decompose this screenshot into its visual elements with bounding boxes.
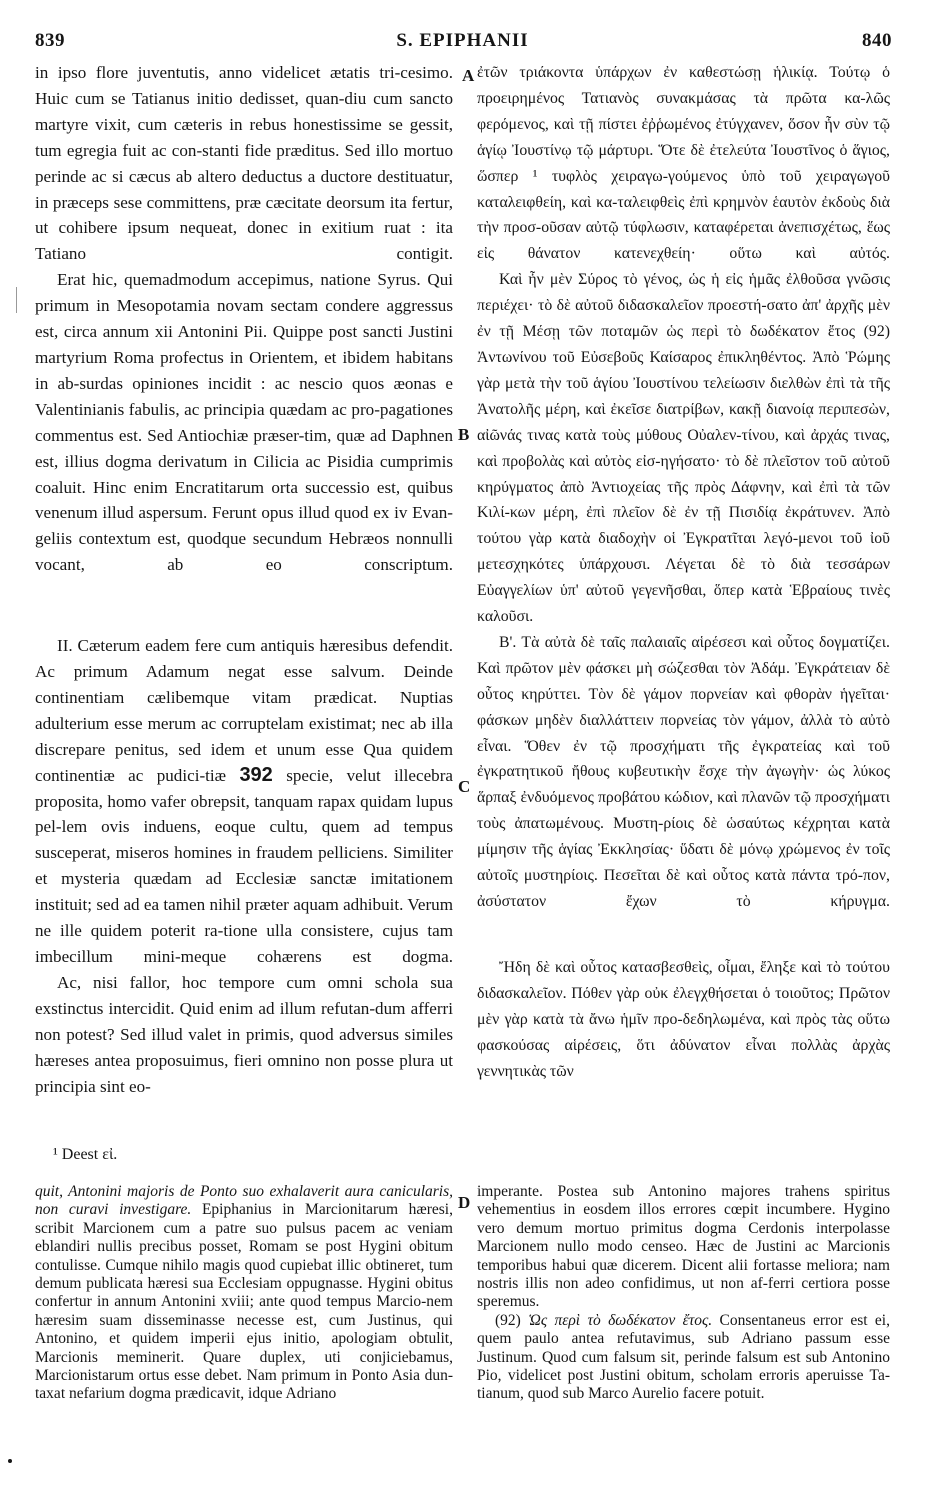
margin-tick bbox=[16, 287, 17, 313]
latin-column bbox=[35, 60, 453, 1099]
greek-paragraph-3: Β'. Τὰ αὐτὰ δὲ ταῖς παλαιαῖς αἱρέσεσι καὶ οὗτος δογματίζει. Καὶ πρῶτον μὲν φάσκει μὴ σώζεσθαι τὸν Ἀδάμ. Ἐγκράτειαν δὲ οὗτος κηρύττει. Τὸν δὲ γάμον πορνείαν καὶ φθορὰν ἡγεῖται· φάσκων μηδὲν διαλλάττειν πορνείας τὸν γάμον, ἀλλὰ τὸ αὐτὸ εἶναι. Ὅθεν ἐν τῷ προσχήματι τῆς ἐγκρατείας καὶ τοῦ ἐγκρατητικοῦ ἤθους κυβευτικὴν ἔσχε τὴν ἀγωγὴν· ὡς λύκος ἅρπαξ ἐνδυόμενος προβάτου κώδιον, καὶ πλανῶν τῷ προσχήματι τοὺς ἀπατωμένους. Μυστη-ρίοις δὲ ὡσαύτως κέχρηται κατὰ μίμησιν τῆς ἁγίας Ἐκκλησίας· ὕδατι δὲ μόνῳ χρώμενος ἐν τοῖς αὐτοῖς μυστηρίοις. Πεσεῖται δὲ καὶ οὗτος κατὰ πάντα τρό-πον, ἀσύστατον ἔχων τὸ κήρυγμα. bbox=[477, 633, 890, 910]
margin-mark-a: A bbox=[462, 66, 475, 85]
note-label: (92) bbox=[495, 1311, 521, 1329]
page-number-left: 839 bbox=[35, 30, 65, 51]
note-right-text: Consentaneus error est ei, quem paulo antea refutavimus, sub Adriano passum esse Justinum. Quod cum falsum sit, perinde falsum est sub Antonino Pio, videlicet post Justini obitum, scholam erroris aperuisse Ta-tianum, quod sub Marco Aurelio facere potuit. bbox=[477, 1311, 890, 1403]
note-left-text: Epiphanius in Marcionitarum hæresi, scribit Marcionem cum a patre suo pulsus pacem ac veniam eblandiri nullis precibus posset, Romam se post Hygini obitum contulisse. Cumque nihilo magis quod cupiebat illic obtineret, tum demum publicata hæresi sua Ecclesiam oppugnasse. Hygini obitus confertur in annum Antonini xviii; ante quod tempus Marcio-nem hæresim suam disseminasse necesse est, cum Justinus, qui Antonino, et quidem imperii ejus initio, apologiam obtulit, Marcionis meminerit. Quare duplex, uti conjiciebamus, Marcionistarum ortus esse debet. Nam primum in Ponto Asia dun-taxat nefarium dogma prædicavit, idque Adriano bbox=[35, 1201, 453, 1403]
greek-paragraph-2: Καὶ ἦν μὲν Σύρος τὸ γένος, ὡς ἡ εἰς ἡμᾶς ἐλθοῦσα γνῶσις περιέχει· τὸ δὲ αὐτοῦ διδασκαλεῖον προεστή-σατο ἀπ' ἀρχῆς μὲν ἐν τῇ Μέσῃ τῶν ποταμῶν ὡς περὶ τὸ δωδέκατον ἔτος (92) Ἀντωνίνου τοῦ Εὐσεβοῦς Καίσαρος ἐπικληθέντος. Ἀπὸ Ῥώμης γὰρ μετὰ τὴν τοῦ ἁγίου Ἰουστίνου τελείωσιν διελθὼν ἐπὶ τὰ τῆς Ἀνατολῆς μέρη, καὶ ἐκεῖσε διατρίβων, κακῇ διανοίᾳ περιπεσὼν, αἰῶνάς τινας κατὰ τοὺς μύθους Οὐαλεν-τίνου, καὶ ἀρχάς τινας, καὶ προβολὰς καὶ αὐτὸς εἰσ-ηγήσατο· τὸ δὲ πλεῖστον τοῦ αὐτοῦ κηρύγματος ἀπὸ Ἀντιοχείας τῆς πρὸς Δάφνην, καὶ ἐπὶ τὰ τῶν Κιλί-κων μέρη, ἐπὶ πλεῖον δὲ ἐν τῇ Πισιδίᾳ ἐκράτυνεν. Ἀπὸ τούτου γὰρ κατὰ διαδοχὴν οἱ Ἐγκρατῖται λεγό-μενοι τοῦ ἰοῦ μετεσχηκότες ὑπάρχουσι. Λέγεται δὲ τὸ διὰ τεσσάρων Εὐαγγελίων ὑπ' αὐτοῦ γεγενῆσθαι, ὅπερ κατὰ Ἑβραίους τινὲς καλοῦσι. bbox=[477, 271, 890, 626]
margin-mark-b: B bbox=[458, 425, 470, 444]
latin-paragraph-2: Erat hic, quemadmodum accepimus, natione Syrus. Qui primum in Mesopotamia novam sectam condere aggressus est, circa annum xii Antonini Pii. Quippe post sancti Justini martyrium Roma profectus in Orientem, et ibidem habitans in ab-surdas opiniones incidit : ac nescio quos æonas e Valentinianis fabulis, ac principia quædam ac pro-pagationes commentus est. Sed Antiochiæ præser-tim, quæ ad Daphnen est, illius dogma derivatum in Cilicia ac Pisidia cumprimis coaluit. Hinc enim Encratitarum orta successio est, quibus venenum illud aspersum. Ferunt opus illud quod ex iv Evan-geliis contextum est, quodque secundum Hebræos nonnulli vocant, ab eo conscriptum. bbox=[35, 270, 453, 575]
column-number-392: 392 bbox=[239, 763, 273, 786]
note-left-paragraph bbox=[35, 1183, 453, 1404]
margin-mark-d: D bbox=[458, 1193, 471, 1212]
latin-paragraph-3 bbox=[35, 633, 453, 970]
note-greek-lemma: Ὡς περὶ τὸ δωδέκατον ἔτος. bbox=[528, 1311, 713, 1329]
footnote: ¹ Deest εἰ. bbox=[53, 1146, 118, 1163]
page-number-right: 840 bbox=[862, 30, 892, 51]
margin-dot bbox=[8, 1459, 12, 1463]
latin-paragraph-3-start: II. Cæterum eadem fere cum antiquis hæresibus defendit. Ac primum Adamum negat esse salvum. Deinde continentiam cælibemque vitam prædicat. Nuptias adulterium esse merum ac corruptelam existimat; nec ab illa discrepare penitus, sed idem et unum esse Qua quidem continentiæ ac pudici-tiæ bbox=[35, 636, 453, 785]
latin-paragraph-4: Ac, nisi fallor, hoc tempore cum omni schola sua exstinctus intercidit. Quid enim ad illum refutan-dum afferri non potest? Sed illud valet in primis, quod adversus similes hæreses antea proposuimus, fieri omnino non posse plura ut principia sint eo- bbox=[35, 972, 453, 1096]
note-right-paragraph-1: imperante. Postea sub Antonino majores trahens spiritus vehementius in eosdem illos errores cœpit incumbere. Hygino vero demum mortuo primitus dogma Cerdonis interpolasse Marcionem nullo modo censeo. Hæc de Justini ac Marcionis temporibus habui quæ dicerem. Dicent alii fortasse meliora; nam nostris illis non adeo confidimus, ut non af-ferri certiora posse speremus. bbox=[477, 1183, 890, 1311]
latin-paragraph-1: in ipso flore juventutis, anno videlicet ætatis tri-cesimo. Huic cum se Tatianus initio dedisset, quan-diu cum sancto martyre vixit, cum cæteris in rebus honestissime se gessit, tum egregia fuit ac con-stanti fide præditus. Sed illo mortuo perinde ac si cæcus ab altero deductus a ductore destituatur, in præceps sese committens, præ cæcitate deorsum ita fertur, ut cohibere ipsum nequeat, donec in exitium ruat : ita Tatiano contigit. bbox=[35, 63, 453, 264]
latin-paragraph-3-end: specie, velut illecebra proposita, homo vafer obrepsit, tanquam rapax quidam lupus pel-lem ovis induens, eoque cultu, quem ad tempus susceperat, miseros homines in fraudem pelliciens. Similiter et mysteria quædam ad Ecclesiæ sanctæ imitationem instituit; sed ad ea tamen nihil præter aquam adhibuit. Verum ne ille quidem poterit ra-tione ulla consistere, cujus tam imbecillum mini-meque cohærens est dogma. bbox=[35, 765, 453, 966]
greek-paragraph-1: ἐτῶν τριάκοντα ὑπάρχων ἐν καθεστώσῃ ἡλικίᾳ. Τούτῳ ὁ προειρημένος Τατιανὸς συνακμάσας τὰ πρῶτα κα-λῶς φερόμενος, καὶ τῇ πίστει ἐῤῥωμένος ἐτύγχανεν, ὅσον ἦν σὺν τῷ ἁγίῳ Ἰουστίνῳ τῷ μάρτυρι. Ὅτε δὲ ἐτελεύτα Ἰουστῖνος ὁ ἅγιος, ὥσπερ ¹ τυφλὸς χειραγω-γούμενος ὑπὸ τοῦ χειραγωγοῦ καταλειφθείη, καὶ κα-ταλειφθεὶς ἐπὶ κρημνὸν ἑαυτὸν ἐκδοὺς διὰ τὴν προσ-οῦσαν αὐτῷ τύφλωσιν, καταφέρεται ἀνεπισχέτως, ἕως εἰς θάνατον κατενεχθείη· οὕτω καὶ αὐτός. bbox=[477, 64, 890, 263]
margin-mark-c: C bbox=[458, 777, 471, 796]
notes-left-column bbox=[35, 1183, 453, 1404]
note-left-italic: quit, Antonini majoris de Ponto suo exhalaverit aura canicularis, non curavi investigare. bbox=[35, 1183, 453, 1219]
greek-column bbox=[477, 60, 890, 1084]
note-right-paragraph-2 bbox=[477, 1312, 890, 1404]
notes-right-column bbox=[477, 1183, 890, 1404]
running-title: S. EPIPHANII bbox=[396, 30, 529, 51]
greek-paragraph-4: Ἤδη δὲ καὶ οὗτος κατασβεσθεὶς, οἶμαι, ἔληξε καὶ τὸ τούτου διδασκαλεῖον. Πόθεν γὰρ οὐκ ἐλεγχθήσεται ὁ τοιοῦτος; Πρῶτον μὲν γὰρ κατὰ τὰ ἄνω ἡμῖν προ-δεδηλωμένα, καὶ πρὸς τὰς οὕτω φασκούσας αἱρέσεις, ὅτι ἀδύνατον εἶναι πολλὰς ἀρχὰς γεννητικὰς τῶν bbox=[477, 958, 890, 1080]
